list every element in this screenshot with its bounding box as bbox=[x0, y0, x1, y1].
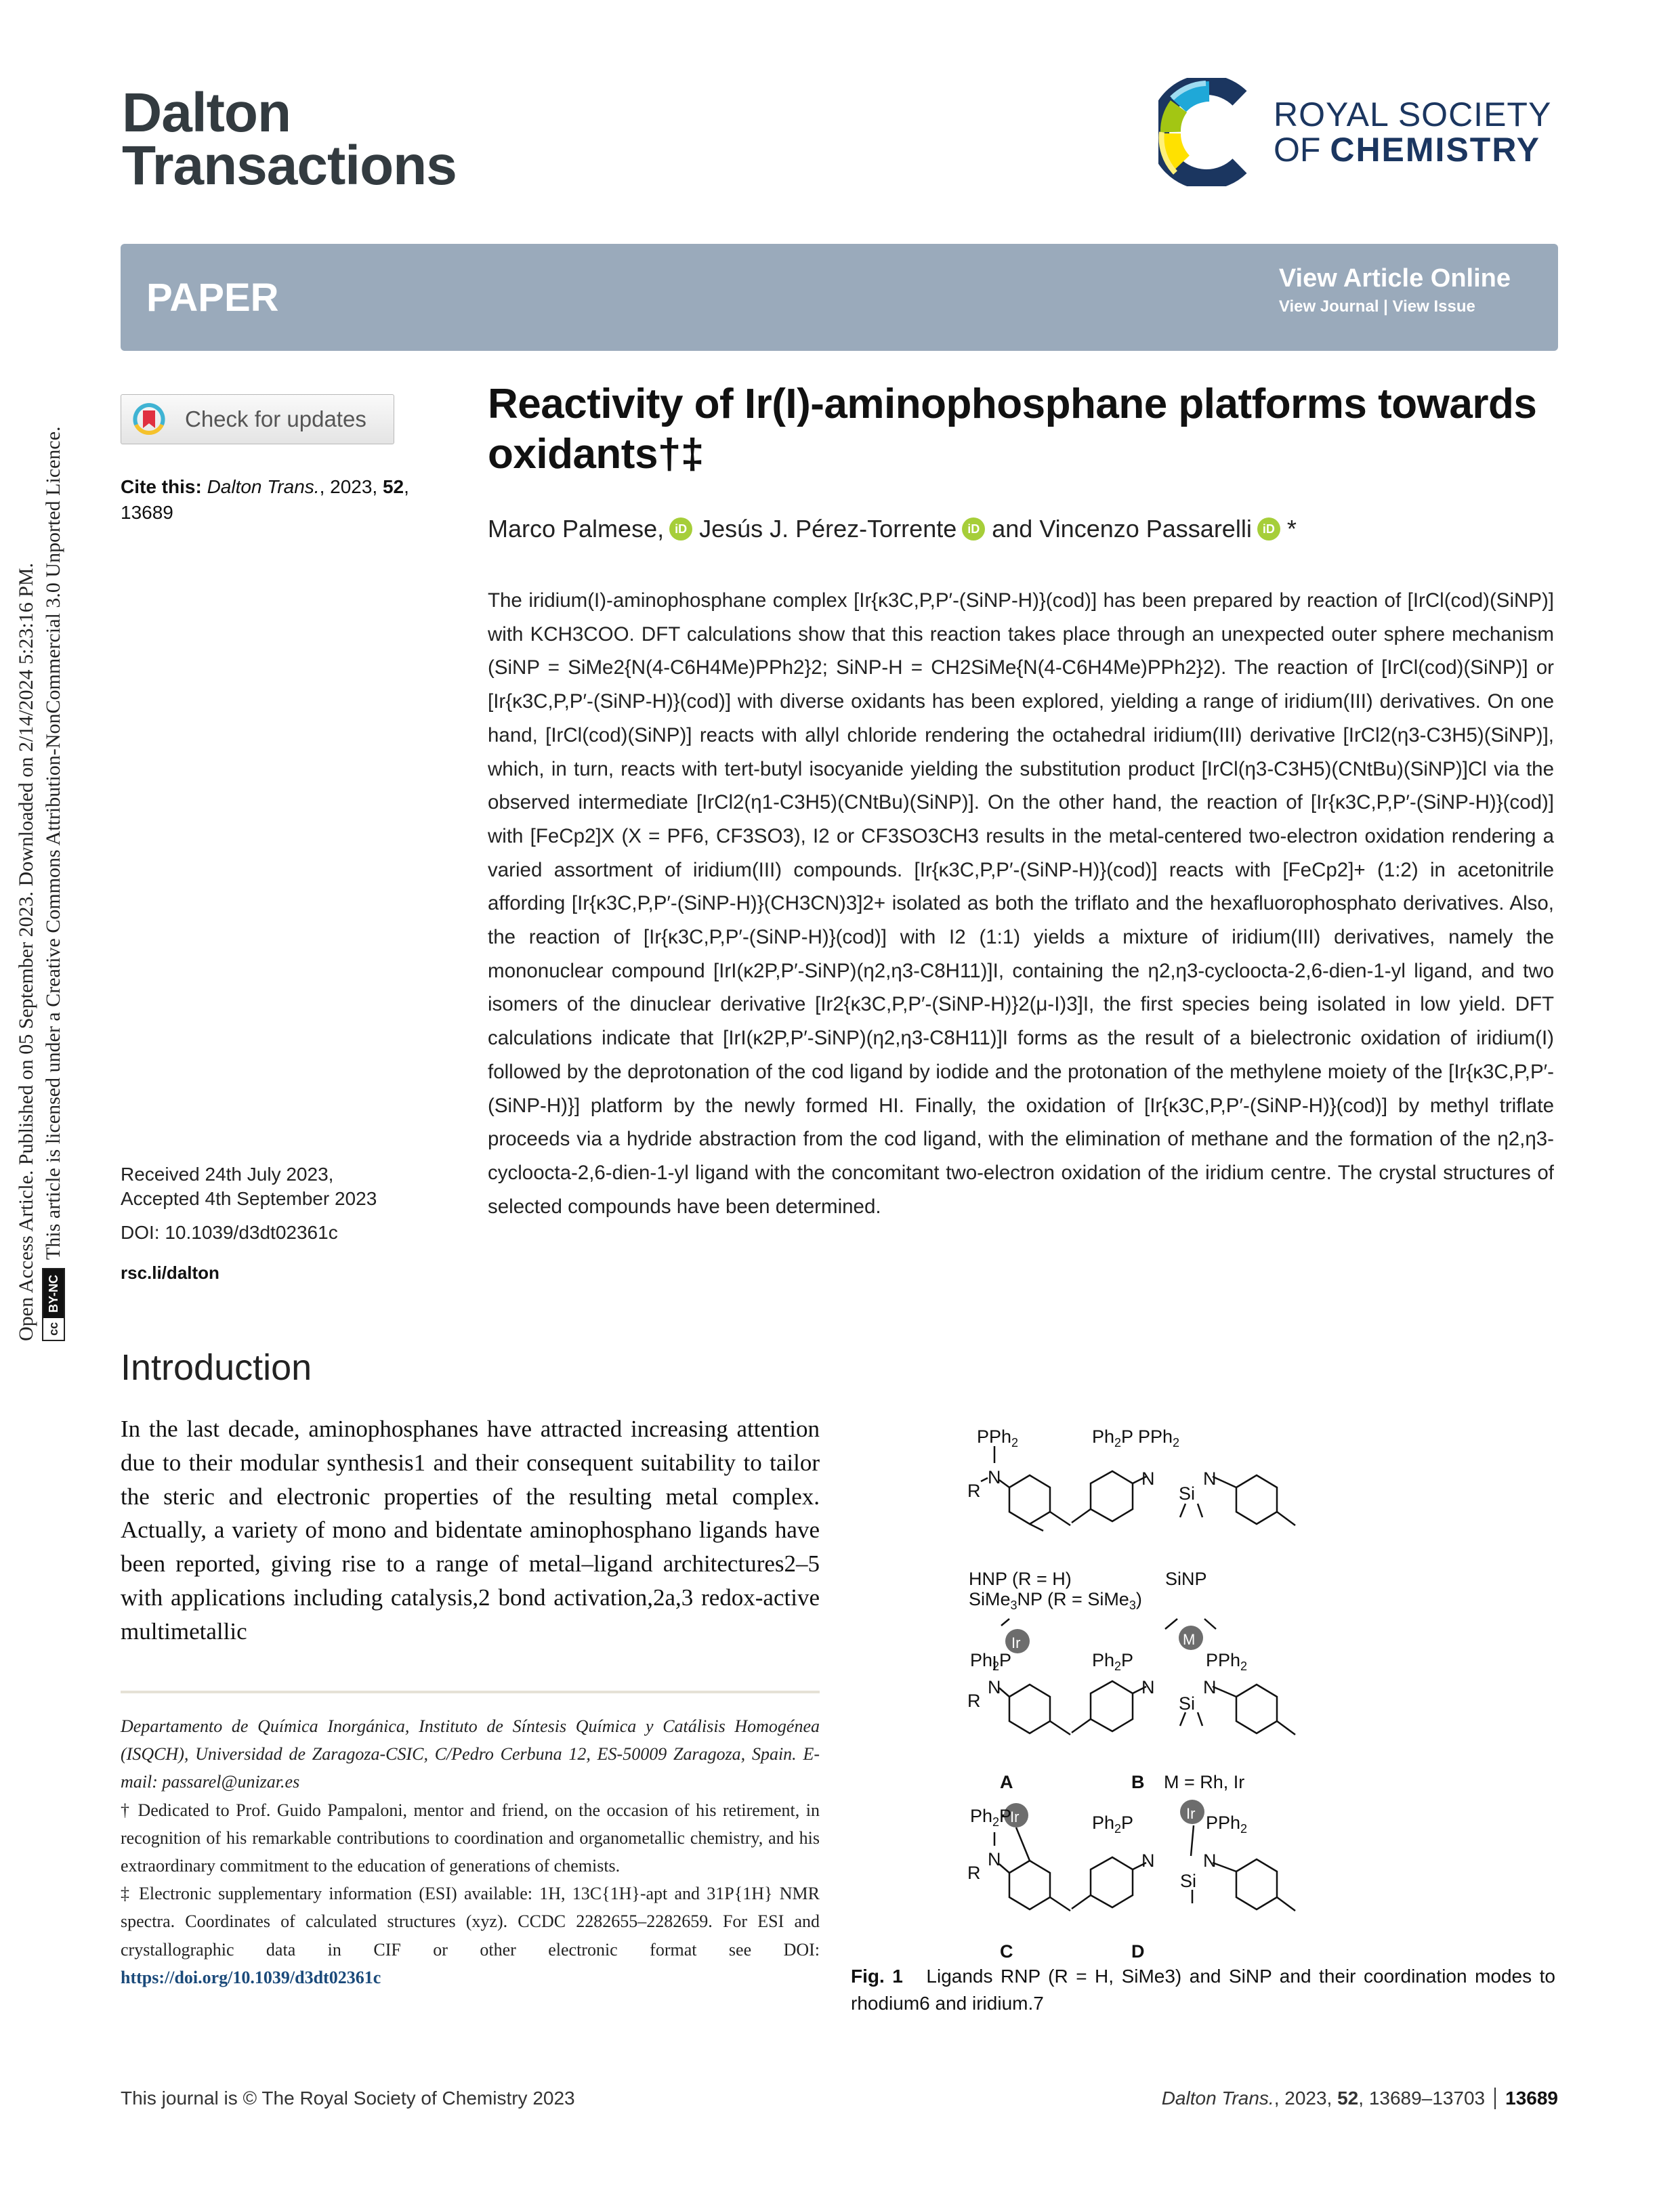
footnotes bbox=[121, 1712, 820, 1991]
svg-text:R: R bbox=[967, 1691, 981, 1711]
check-for-updates-button[interactable]: Check for updates bbox=[121, 394, 394, 444]
licence-notice[interactable] bbox=[42, 426, 65, 1341]
svg-text:PPh2: PPh$_2$ bbox=[1138, 1426, 1180, 1450]
svg-text:N: N bbox=[988, 1467, 1001, 1487]
svg-text:N: N bbox=[1141, 1677, 1155, 1697]
crossmark-icon bbox=[132, 402, 166, 436]
svg-text:R: R bbox=[967, 1863, 981, 1883]
orcid-icon[interactable]: iD bbox=[962, 517, 985, 541]
affiliation: Departamento de Química Inorgánica, Instituto de Síntesis Química y Catálisis Homogénea (ISQCH), Universidad de Zaragoza-CSIC, C/Pedro Cerbuna 12, ES-50009 Zaragoza, Spain. E-mail: passarel@unizar.es bbox=[121, 1716, 820, 1792]
structure-note-b: M = Rh, Ir bbox=[1164, 1772, 1245, 1792]
figure-label: Fig. 1 bbox=[851, 1966, 903, 1987]
open-access-notice bbox=[0, 251, 81, 1375]
structure-label-a: A bbox=[1000, 1772, 1013, 1792]
svg-text:Ph2P: $Ph_2P$ bbox=[970, 1650, 1012, 1673]
abstract bbox=[488, 584, 1554, 1223]
svg-text:Ir: Ir bbox=[1011, 1634, 1021, 1651]
svg-text:Ph2P: $Ph_2P$ bbox=[1092, 1426, 1134, 1450]
footnote-ddagger: ‡ Electronic supplementary information (ESI) available: 1H, 13C{1H}-apt and 31P{1H} NMR spectra. Coordinates of calculated structures (xyz). CCDC 2282655–2282659. For ESI and crystallographic data in CIF or other electronic format see DOI: https://doi.org/10.1039/d3dt02361c bbox=[121, 1884, 820, 1987]
svg-text:N: N bbox=[1203, 1677, 1217, 1697]
author-name: Jesús J. Pérez-Torrente bbox=[699, 515, 957, 543]
cc-by-nc-badge-icon[interactable]: cc BY-NC bbox=[42, 1268, 65, 1341]
orcid-icon[interactable]: iD bbox=[1257, 517, 1280, 541]
svg-text:Si: Si bbox=[1180, 1871, 1197, 1891]
received-accepted-dates: Received 24th July 2023, Accepted 4th September 2023 bbox=[121, 1164, 377, 1209]
article-type-label: PAPER bbox=[146, 276, 279, 320]
journal-short-link[interactable]: rsc.li/dalton bbox=[121, 1263, 219, 1283]
ligand-label-sinp: SiNP bbox=[1165, 1569, 1207, 1589]
introduction-paragraph: In the last decade, aminophosphanes have attracted increasing attention due to their modular synthesis1 and their consequent suitability to tailor the steric and electronic properties of the resulting metal complex. Actually, a variety of mono and bidentate aminophosphano ligands have been reported, giving rise to a range of metal–ligand architectures2–5 with applications including catalysis,2 bond activation,2a,3 redox-active multimetallic bbox=[121, 1416, 820, 1645]
svg-text:Ph2P: $Ph_2P$ bbox=[1092, 1813, 1134, 1836]
licence-text[interactable]: This article is licensed under a Creative Commons Attribution-NonCommercial 3.0 Unported Licence. bbox=[42, 426, 64, 1260]
view-journal-link[interactable]: View Journal bbox=[1278, 297, 1379, 316]
journal-title: Dalton Transactions bbox=[122, 82, 457, 196]
svg-text:Ph2P: $Ph_2P$ bbox=[1092, 1650, 1134, 1673]
corresponding-author-mark: * bbox=[1286, 515, 1297, 543]
publication-notice: Open Access Article. Published on 05 September 2023. Downloaded on 2/14/2024 5:23:16 PM. bbox=[15, 562, 37, 1341]
article-title: Reactivity of Ir(I)-aminophosphane platforms towards oxidants†‡ bbox=[488, 381, 1537, 478]
structure-label-b: B bbox=[1131, 1772, 1145, 1792]
ligand-label-sime3np: SiMe$_3$NP (R = SiMe$_3$) bbox=[969, 1589, 1142, 1612]
svg-text:M: M bbox=[1183, 1631, 1196, 1648]
section-heading-introduction: Introduction bbox=[121, 1347, 312, 1388]
svg-text:PPh2: PPh$_2$ bbox=[1206, 1650, 1248, 1673]
figure-1-chemical-structures bbox=[935, 1422, 1558, 1964]
footnote-dagger: † Dedicated to Prof. Guido Pampaloni, mentor and friend, on the occasion of his retirement, in recognition of his remarkable contributions to coordination and organometallic chemistry, and his extraordinary commitment to the education of generations of chemists. bbox=[121, 1800, 820, 1876]
ligand-label-hnp: HNP (R = H) bbox=[969, 1569, 1072, 1589]
copyright-notice: This journal is © The Royal Society of Chemistry 2023 bbox=[121, 2088, 575, 2109]
esi-doi-link[interactable]: https://doi.org/10.1039/d3dt02361c bbox=[121, 1967, 381, 1987]
svg-text:N: N bbox=[1203, 1468, 1217, 1489]
divider bbox=[1494, 2088, 1496, 2109]
svg-text:N: N bbox=[1141, 1468, 1155, 1489]
author-list bbox=[488, 515, 1297, 543]
svg-text:Si: Si bbox=[1179, 1483, 1196, 1504]
introduction-body bbox=[121, 1412, 820, 1649]
svg-text:N: N bbox=[1203, 1850, 1217, 1871]
page-number: 13689 bbox=[1505, 2088, 1558, 2109]
article-type-banner: PAPER View Article Online View Journal | View Issue bbox=[121, 244, 1558, 351]
abstract-text: The iridium(I)-aminophosphane complex [Ir{κ3C,P,P′-(SiNP-H)}(cod)] has been prepared by reaction of [IrCl(cod)(SiNP)] with KCH3COO. DFT calculations show that this reaction takes place through an unexpected outer sphere mechanism (SiNP = SiMe2{N(4-C6H4Me)PPh2}2; SiNP-H = CH2SiMe{N(4-C6H4Me)PPh2}2). The reaction of [IrCl(cod)(SiNP)] or [Ir{κ3C,P,P′-(SiNP-H)}(cod)] with diverse oxidants has been explored, yielding a range of iridium(III) derivatives. On one hand, [IrCl(cod)(SiNP)] reacts with allyl chloride rendering the octahedral iridium(III) derivative [IrCl2(η3-C3H5)(SiNP)], which, in turn, reacts with tert-butyl isocyanide yielding the substitution product [IrCl(η3-C3H5)(CNtBu)(SiNP)]Cl via the observed intermediate [IrCl2(η1-C3H5)(CNtBu)(SiNP)]. On the other hand, the reaction of [Ir{κ3C,P,P′-(SiNP-H)}(cod)] with [FeCp2]X (X = PF6, CF3SO3), I2 or CF3SO3CH3 results in the metal-centered two-electron oxidation rendering a varied assortment of iridium(III) compounds. [Ir{κ3C,P,P′-(SiNP-H)}(cod)] reacts with [FeCp2]+ (1:2) in acetonitrile affording [Ir{κ3C,P,P′-(SiNP-H)}(CH3CN)3]2+ isolated as both the triflato and the hexafluorophosphato derivatives. Also, the reaction of [Ir{κ3C,P,P′-(SiNP-H)}(cod)] with I2 (1:1) yields a mixture of iridium(III) derivatives, namely the mononuclear compound [IrI(κ2P,P′-SiNP)(η2,η3-C8H11)]I, containing the η2,η3-cycloocta-2,6-dien-1-yl ligand, and two isomers of the dinuclear derivative [Ir2{κ3C,P,P′-(SiNP-H)}2(μ-I)3]I, the first species being isolated in low yield. DFT calculations indicate that [IrI(κ2P,P′-SiNP)(η2,η3-C8H11)]I forms as the result of a bielectronic oxidation of iridium(I) followed by the deprotonation of the cod ligand by iodide and the protonation of the methylene moiety of the [Ir{κ3C,P,P′-(SiNP-H)}] platform by the newly formed HI. Finally, the oxidation of [Ir{κ3C,P,P′-(SiNP-H)}(cod)] by methyl triflate proceeds via a hydride abstraction from the cod ligand, with the elimination of methane and the formation of the η2,η3-cycloocta-2,6-dien-1-yl ligand with the concomitant two-electron oxidation of the iridium centre. The crystal structures of selected compounds have been determined. bbox=[488, 589, 1554, 1218]
rsc-c-logo-icon bbox=[1158, 78, 1260, 186]
view-article-online-link[interactable]: View Article Online bbox=[1278, 264, 1511, 293]
page-citation: Dalton Trans., 2023, 52, 13689–13703 13689 bbox=[1161, 2088, 1558, 2109]
footnote-divider bbox=[121, 1691, 820, 1693]
author-name: and Vincenzo Passarelli bbox=[992, 515, 1252, 543]
svg-text:Ir: Ir bbox=[1186, 1805, 1196, 1822]
atom-label: PPh$_2$ bbox=[977, 1426, 1019, 1450]
svg-text:N: N bbox=[988, 1849, 1001, 1869]
figure-caption-text: Ligands RNP (R = H, SiMe3) and SiNP and their coordination modes to rhodium6 and iridium.7 bbox=[851, 1966, 1555, 2014]
author-name: Marco Palmese, bbox=[488, 515, 665, 543]
svg-text:Si: Si bbox=[1179, 1693, 1196, 1714]
figure-caption bbox=[851, 1963, 1555, 2017]
view-issue-link[interactable]: View Issue bbox=[1392, 297, 1475, 316]
svg-text:R: R bbox=[967, 1481, 981, 1501]
svg-text:N: N bbox=[1141, 1850, 1155, 1871]
svg-text:Ph2P: $Ph_2P$ bbox=[970, 1806, 1012, 1829]
doi[interactable]: DOI: 10.1039/d3dt02361c bbox=[121, 1222, 338, 1243]
svg-text:N: N bbox=[988, 1677, 1001, 1697]
rsc-logo[interactable]: ROYAL SOCIETY OF CHEMISTRY bbox=[1158, 75, 1565, 190]
orcid-icon[interactable]: iD bbox=[669, 517, 692, 541]
structure-label-c: C bbox=[1000, 1941, 1013, 1962]
citation: Cite this: Dalton Trans., 2023, 52, 13689 bbox=[121, 476, 409, 523]
svg-text:Ir: Ir bbox=[1010, 1808, 1020, 1825]
structure-label-d: D bbox=[1131, 1941, 1145, 1962]
svg-text:PPh2: PPh$_2$ bbox=[1206, 1813, 1248, 1836]
